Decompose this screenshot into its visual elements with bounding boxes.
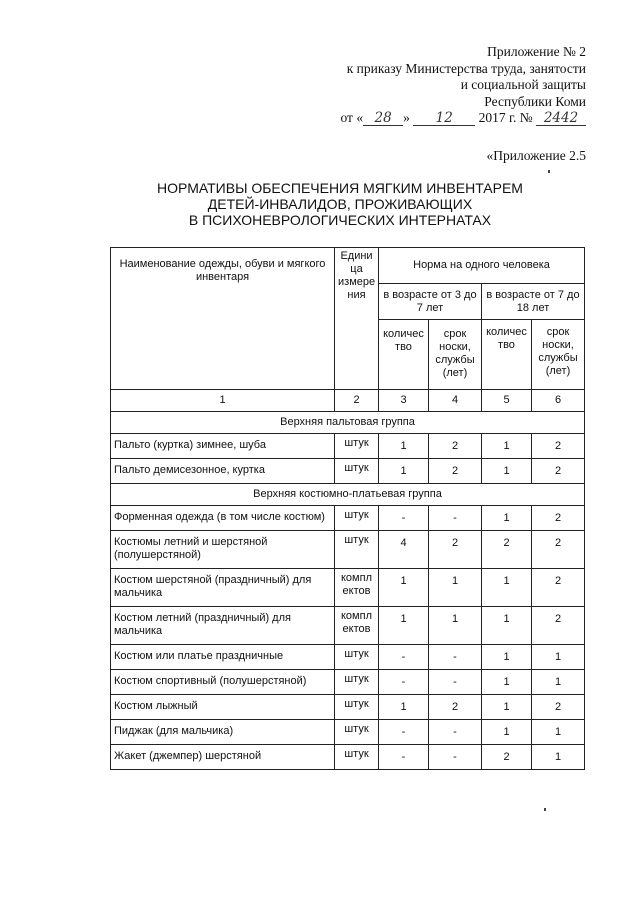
qty-7-18: 1 (482, 720, 532, 745)
term-3-7: - (429, 670, 482, 695)
term-3-7: - (429, 506, 482, 531)
qty-7-18: 1 (482, 434, 532, 459)
qty-3-7: - (379, 670, 429, 695)
item-unit: штук (335, 745, 379, 770)
qty-3-7: 1 (379, 695, 429, 720)
header-age-7-18: в возрасте от 7 до 18 лет (482, 284, 585, 320)
term-7-18: 2 (532, 459, 585, 484)
table-row (111, 434, 585, 459)
item-unit: штук (335, 695, 379, 720)
year-text: 2017 г. № (478, 110, 533, 126)
item-name: Костюмы летний и шерстяной (полушерстяной) (111, 531, 335, 569)
header-line-1: Приложение № 2 (487, 44, 586, 59)
item-unit: штук (335, 720, 379, 745)
header-age-3-7: в возрасте от 3 до 7 лет (379, 284, 482, 320)
term-3-7: 1 (429, 607, 482, 645)
col-number: 6 (532, 390, 585, 412)
qty-7-18: 1 (482, 695, 532, 720)
title-line-1: НОРМАТИВЫ ОБЕСПЕЧЕНИЯ МЯГКИМ ИНВЕНТАРЕМ (157, 180, 523, 196)
header-term-2: срок носки, службы (лет) (532, 320, 585, 390)
term-7-18: 1 (532, 720, 585, 745)
header-line-2: к приказу Министерства труда, занятости (346, 60, 586, 76)
term-7-18: 1 (532, 745, 585, 770)
table-row (111, 695, 585, 720)
term-7-18: 2 (532, 607, 585, 645)
qty-7-18: 1 (482, 645, 532, 670)
item-name: Пальто демисезонное, куртка (111, 459, 335, 484)
scan-speck (548, 170, 550, 173)
item-name: Пиджак (для мальчика) (111, 720, 335, 745)
qty-7-18: 2 (482, 745, 532, 770)
norms-table (110, 247, 585, 770)
header-line-3: и социальной защиты (460, 77, 586, 93)
date-prefix: от « (340, 110, 364, 126)
title-line-2: ДЕТЕЙ-ИНВАЛИДОВ, ПРОЖИВАЮЩИХ (207, 196, 473, 212)
item-unit: компл ектов (335, 569, 379, 607)
item-unit: компл ектов (335, 607, 379, 645)
table-row (111, 569, 585, 607)
term-3-7: 2 (429, 695, 482, 720)
item-name: Костюм спортивный (полушерстяной) (111, 670, 335, 695)
col-number: 3 (379, 390, 429, 412)
header-line-4: Республики Коми (484, 93, 586, 109)
term-3-7: 2 (429, 459, 482, 484)
qty-7-18: 2 (482, 531, 532, 569)
term-7-18: 2 (532, 695, 585, 720)
table-row (111, 670, 585, 695)
qty-3-7: - (379, 645, 429, 670)
order-header (286, 44, 586, 127)
table-row (111, 720, 585, 745)
item-name: Форменная одежда (в том числе костюм) (111, 506, 335, 531)
column-numbers-row (111, 390, 585, 412)
term-3-7: - (429, 745, 482, 770)
group-title: Верхняя пальтовая группа (111, 412, 585, 434)
item-name: Костюм шерстяной (праздничный) для мальчика (111, 569, 335, 607)
col-number: 1 (111, 390, 335, 412)
item-name: Пальто (куртка) зимнее, шуба (111, 434, 335, 459)
qty-7-18: 1 (482, 506, 532, 531)
qty-3-7: - (379, 506, 429, 531)
term-3-7: - (429, 645, 482, 670)
term-7-18: 2 (532, 434, 585, 459)
col-number: 2 (335, 390, 379, 412)
term-3-7: 2 (429, 531, 482, 569)
header-norm: Норма на одного человека (379, 248, 585, 284)
qty-3-7: - (379, 720, 429, 745)
qty-3-7: 1 (379, 434, 429, 459)
document-title (100, 180, 580, 228)
item-unit: штук (335, 531, 379, 569)
table-row (111, 745, 585, 770)
header-date-line (286, 110, 586, 127)
group-title: Верхняя костюмно-платьевая группа (111, 484, 585, 506)
date-mid: » (403, 110, 410, 126)
table-row (111, 645, 585, 670)
scan-speck (544, 808, 546, 811)
term-7-18: 1 (532, 645, 585, 670)
col-number: 5 (482, 390, 532, 412)
qty-3-7: 1 (379, 607, 429, 645)
term-7-18: 2 (532, 531, 585, 569)
item-unit: штук (335, 434, 379, 459)
qty-3-7: 1 (379, 459, 429, 484)
item-unit: штук (335, 459, 379, 484)
handwritten-number: 2442 (536, 111, 586, 126)
qty-7-18: 1 (482, 607, 532, 645)
header-qty-1: количес тво (379, 320, 429, 390)
qty-7-18: 1 (482, 569, 532, 607)
qty-3-7: 1 (379, 569, 429, 607)
header-term-1: срок носки, службы (лет) (429, 320, 482, 390)
header-name: Наименование одежды, обуви и мягкого инвентаря (111, 248, 335, 390)
qty-3-7: 4 (379, 531, 429, 569)
qty-7-18: 1 (482, 459, 532, 484)
term-7-18: 2 (532, 506, 585, 531)
group-row (111, 484, 585, 506)
item-name: Костюм летний (праздничный) для мальчика (111, 607, 335, 645)
table-row (111, 607, 585, 645)
term-7-18: 2 (532, 569, 585, 607)
term-3-7: 1 (429, 569, 482, 607)
qty-7-18: 1 (482, 670, 532, 695)
header-qty-2: количес тво (482, 320, 532, 390)
table-row (111, 506, 585, 531)
item-name: Костюм или платье праздничные (111, 645, 335, 670)
handwritten-month: 12 (413, 111, 475, 126)
header-unit: Едини ца измере ния (335, 248, 379, 390)
item-unit: штук (335, 645, 379, 670)
appendix-label: «Приложение 2.5 (486, 148, 586, 163)
handwritten-day: 28 (363, 111, 403, 126)
item-name: Костюм лыжный (111, 695, 335, 720)
term-3-7: 2 (429, 434, 482, 459)
item-unit: штук (335, 670, 379, 695)
title-line-3: В ПСИХОНЕВРОЛОГИЧЕСКИХ ИНТЕРНАТАХ (188, 212, 492, 228)
col-number: 4 (429, 390, 482, 412)
group-row (111, 412, 585, 434)
item-unit: штук (335, 506, 379, 531)
table-row (111, 459, 585, 484)
qty-3-7: - (379, 745, 429, 770)
term-3-7: - (429, 720, 482, 745)
term-7-18: 1 (532, 670, 585, 695)
table-row (111, 531, 585, 569)
item-name: Жакет (джемпер) шерстяной (111, 745, 335, 770)
